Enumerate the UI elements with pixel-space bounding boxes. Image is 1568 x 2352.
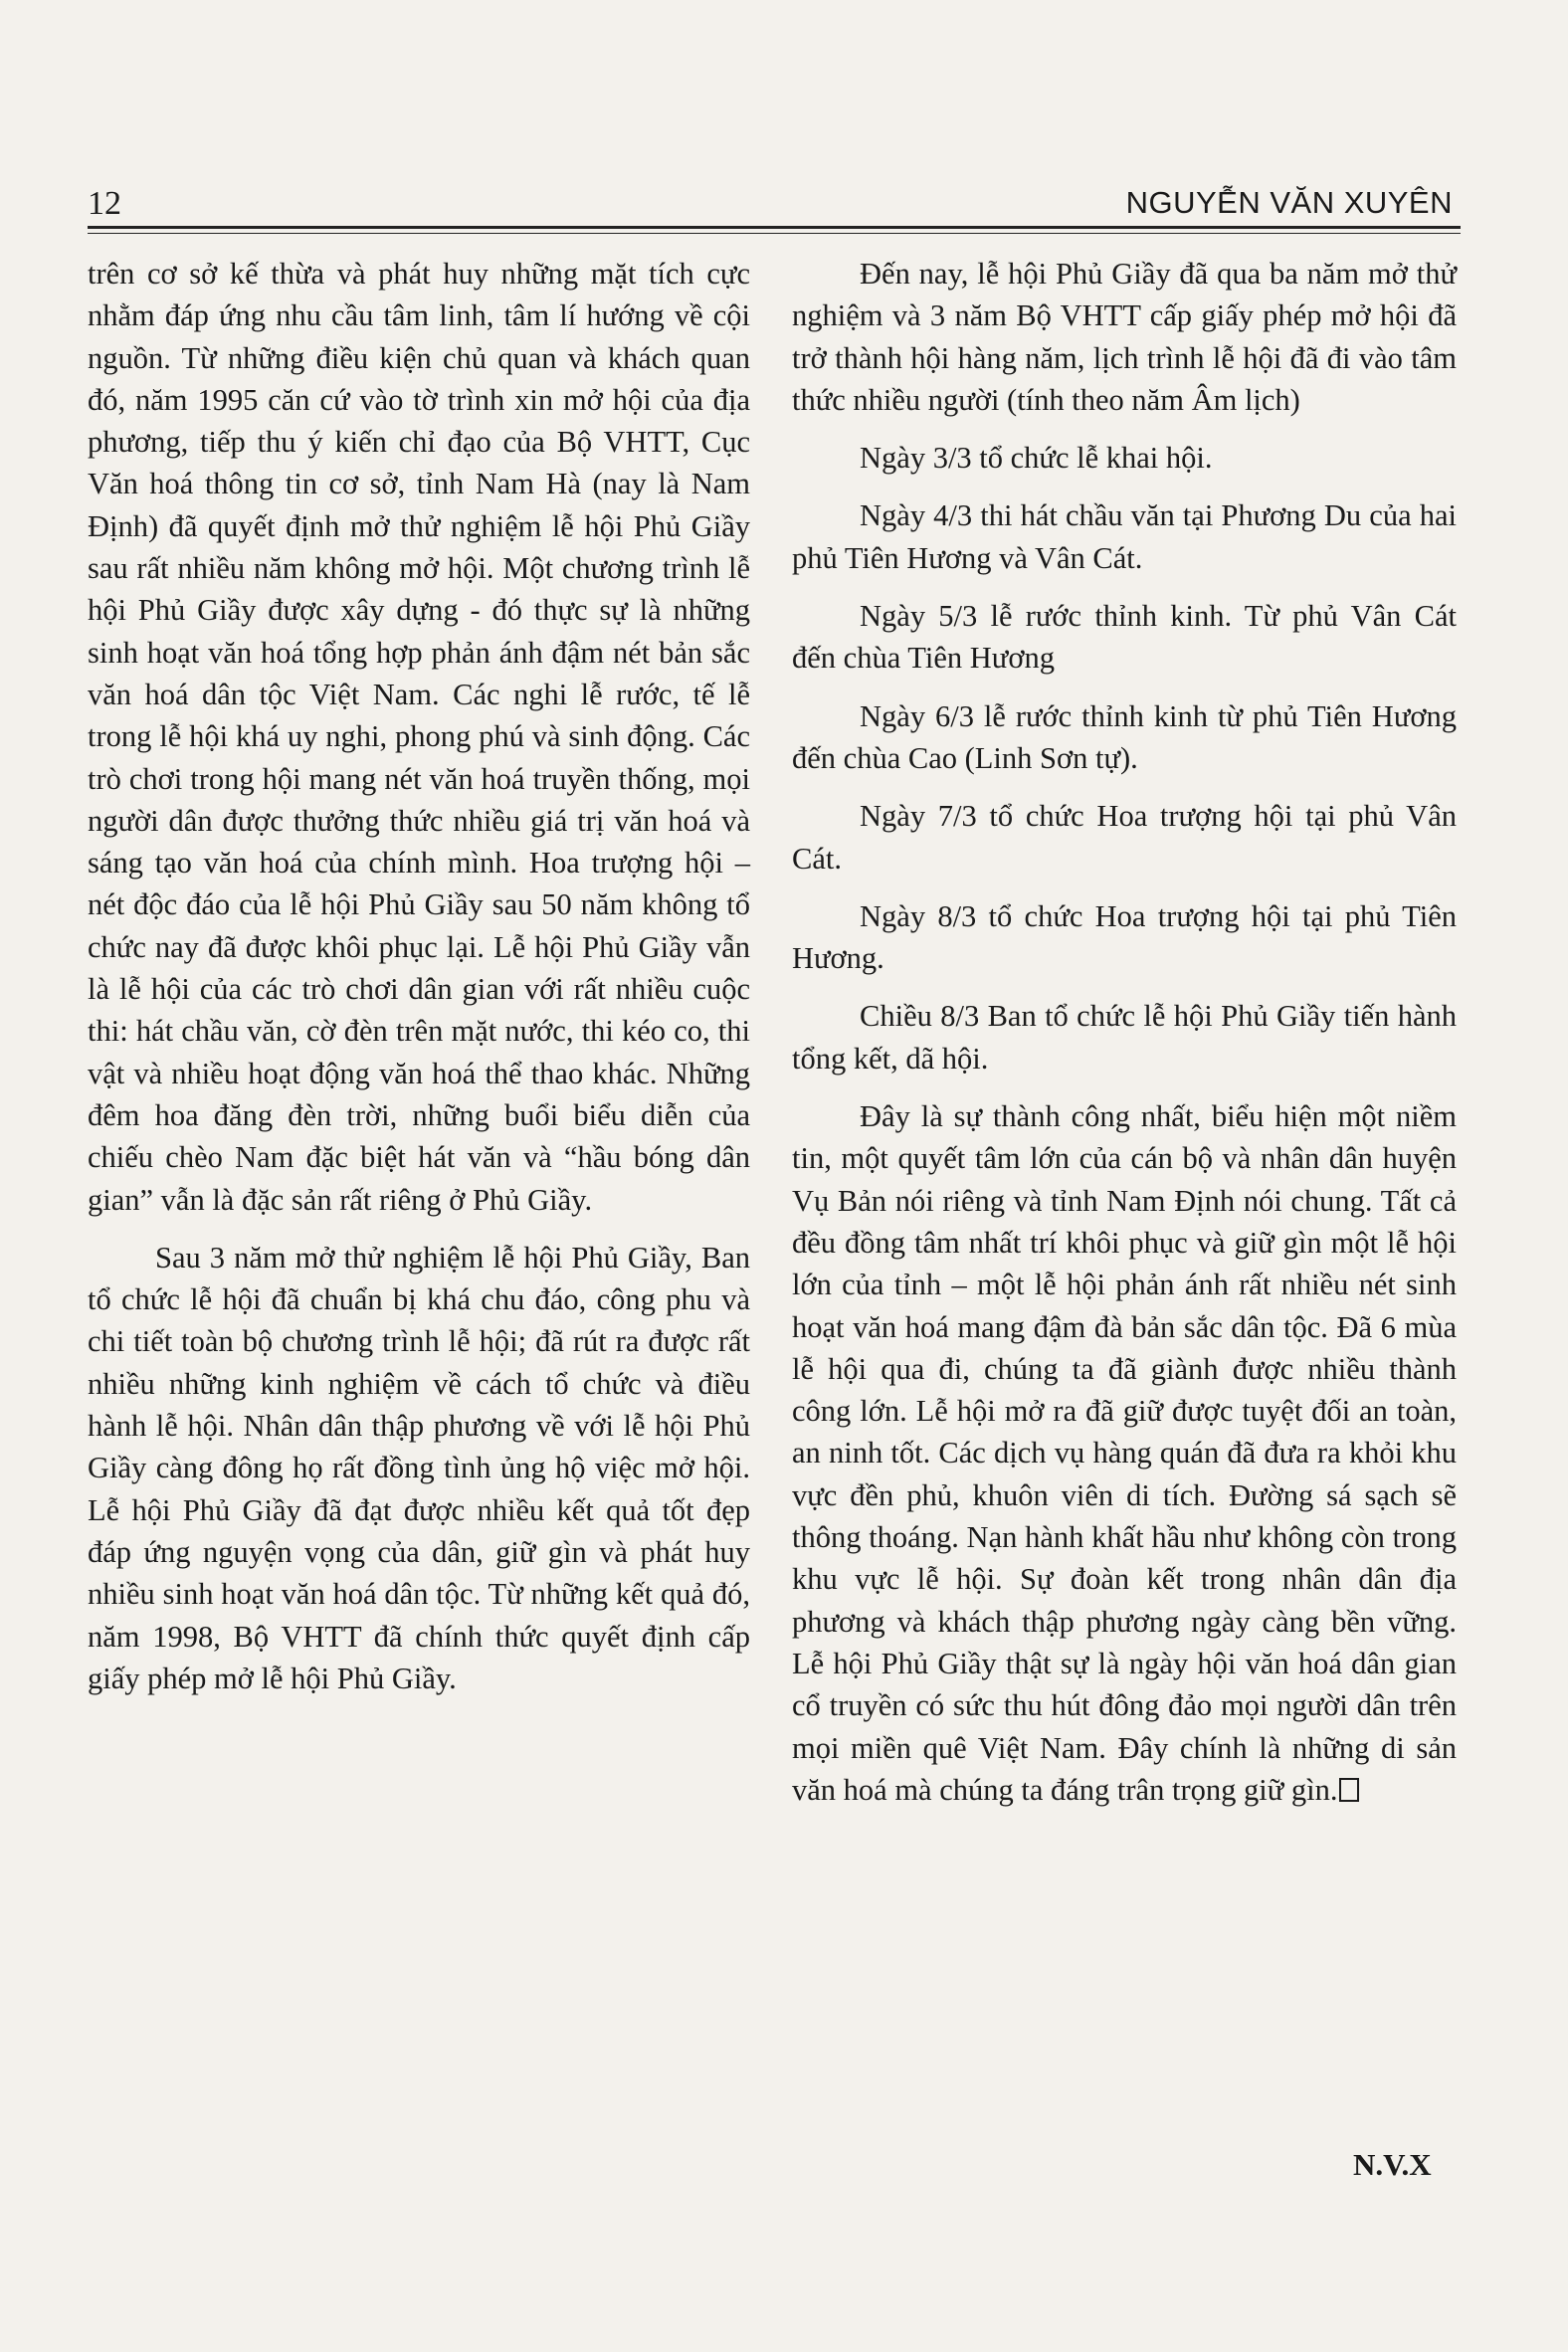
paragraph: trên cơ sở kế thừa và phát huy những mặt tích cực nhằm đáp ứng nhu cầu tâm linh, tâm lí hướng về cội nguồn. Từ những điều kiện chủ quan và khách quan đó, năm 1995 căn cứ vào tờ trình xin mở hội của địa phương, tiếp thu ý kiến chỉ đạo của Bộ VHTT, Cục Văn hoá thông tin cơ sở, tỉnh Nam Hà (nay là Nam Định) đã quyết định mở thử nghiệm lễ hội Phủ Giầy sau rất nhiều năm không mở hội. Một chương trình lễ hội Phủ Giầy được xây dựng - đó thực sự là những sinh hoạt văn hoá tổng hợp phản ánh đậm nét bản sắc văn hoá dân tộc Việt Nam. Các nghi lễ rước, tế lễ trong lễ hội khá uy nghi, phong phú và sinh động. Các trò chơi trong hội mang nét văn hoá truyền thống, mọi người dân được thưởng thức nhiều giá trị văn hoá và sáng tạo văn hoá của chính mình. Hoa trượng hội – nét độc đáo của lễ hội Phủ Giầy sau 50 năm không tổ chức nay đã được khôi phục lại. Lễ hội Phủ Giầy vẫn là lễ hội của các trò chơi dân gian với rất nhiều cuộc thi: hát chầu văn, cờ đèn trên mặt nước, thi kéo co, thi vật và nhiều hoạt động văn hoá thể thao khác. Những đêm hoa đăng đèn trời, những buổi biểu diễn của chiếu chèo Nam đặc biệt hát văn và “hầu bóng dân gian” vẫn là đặc sản rất riêng ở Phủ Giầy. [88,257,750,1217]
schedule-item: Ngày 7/3 tổ chức Hoa trượng hội tại phủ Vân Cát. [792,799,1457,876]
schedule-item: Ngày 5/3 lễ rước thỉnh kinh. Từ phủ Vân Cát đến chùa Tiên Hương [792,599,1457,676]
paragraph: Đến nay, lễ hội Phủ Giầy đã qua ba năm mở thử nghiệm và 3 năm Bộ VHTT cấp giấy phép mở hội đã trở thành hội hàng năm, lịch trình lễ hội đã đi vào tâm thức nhiều người (tính theo năm Âm lịch) [792,257,1457,417]
header-rule-thin [88,233,1461,234]
right-column [792,253,1457,1811]
closing-text: Đây là sự thành công nhất, biểu hiện một niềm tin, một quyết tâm lớn của cán bộ và nhân dân huyện Vụ Bản nói riêng và tỉnh Nam Định nói chung. Tất cả đều đồng tâm nhất trí khôi phục và giữ gìn một lễ hội lớn của tỉnh – một lễ hội phản ánh rất nhiều nét sinh hoạt văn hoá mang đậm đà bản sắc dân tộc. Đã 6 mùa lễ hội qua đi, chúng ta đã giành được nhiều thành công lớn. Lễ hội mở ra đã giữ được tuyệt đối an toàn, an ninh tốt. Các dịch vụ hàng quán đã đưa ra khỏi khu vực đền phủ, khuôn viên di tích. Đường sá sạch sẽ thông thoáng. Nạn hành khất hầu như không còn trong khu vực lễ hội. Sự đoàn kết trong nhân dân địa phương và khách thập phương ngày càng bền vững. Lễ hội Phủ Giầy thật sự là ngày hội văn hoá dân gian cổ truyền có sức thu hút đông đảo mọi người dân trên mọi miền quê Việt Nam. Đây chính là những di sản văn hoá mà chúng ta đáng trân trọng giữ gìn. [792,1099,1457,1807]
schedule-item: Ngày 4/3 thi hát chầu văn tại Phương Du của hai phủ Tiên Hương và Vân Cát. [792,498,1457,575]
page-number: 12 [88,185,121,222]
page-header [88,181,1453,225]
paragraph: Chiều 8/3 Ban tổ chức lễ hội Phủ Giầy tiến hành tổng kết, dã hội. [792,999,1457,1076]
author-signature: N.V.X [1353,2147,1432,2182]
closing-paragraph [792,1095,1457,1811]
schedule-item: Ngày 6/3 lễ rước thỉnh kinh từ phủ Tiên Hương đến chùa Cao (Linh Sơn tự). [792,698,1457,775]
running-head-author: NGUYỄN VĂN XUYÊN [1125,185,1453,220]
header-rule-thick [88,226,1461,229]
left-column [88,253,750,1699]
schedule-item: Ngày 8/3 tổ chức Hoa trượng hội tại phủ Tiên Hương. [792,898,1457,976]
end-of-article-square-icon [1339,1778,1359,1802]
schedule-item: Ngày 3/3 tổ chức lễ khai hội. [860,441,1213,476]
paragraph: Sau 3 năm mở thử nghiệm lễ hội Phủ Giầy, Ban tổ chức lễ hội đã chuẩn bị khá chu đáo, công phu và chi tiết toàn bộ chương trình lễ hội; đã rút ra được rất nhiều những kinh nghiệm về cách tổ chức và điều hành lễ hội. Nhân dân thập phương về với lễ hội Phủ Giầy càng đông họ rất đồng tình ủng hộ việc mở hội. Lễ hội Phủ Giầy đã đạt được nhiều kết quả tốt đẹp đáp ứng nguyện vọng của dân, giữ gìn và phát huy nhiều sinh hoạt văn hoá dân tộc. Từ những kết quả đó, năm 1998, Bộ VHTT đã chính thức quyết định cấp giấy phép mở lễ hội Phủ Giầy. [88,1240,750,1695]
